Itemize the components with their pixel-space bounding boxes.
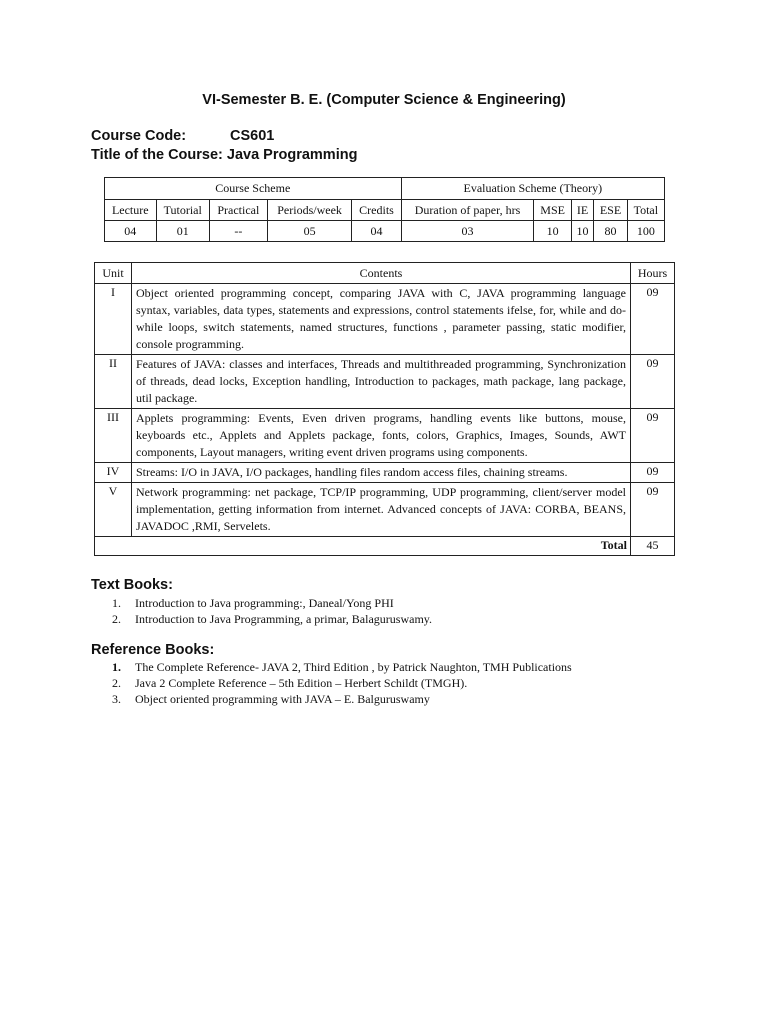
scheme-column-header: Practical: [209, 200, 267, 221]
list-item: [90, 659, 572, 675]
text-books-title: Text Books:: [91, 577, 173, 593]
course-title-label: Title of the Course:: [91, 147, 223, 163]
list-item: [90, 691, 572, 707]
hours-header: Hours: [631, 263, 675, 284]
list-item-text: Introduction to Java programming:, Daneal/Yong PHI: [135, 596, 394, 610]
unit-content: Object oriented programming concept, comparing JAVA with C, JAVA programming language syntax, variables, data types, statements and expressions, control statements ifelse, for, while and do-while loops, switch statements, named structures, functions , parameter passing, static modifier, console programming.: [132, 284, 631, 355]
scheme-column-header: MSE: [534, 200, 571, 221]
unit-content: Applets programming: Events, Even driven programs, handling events like buttons, mouse, keyboards etc., Applets and Applets package, fonts, colors, Graphics, Images, Sounds, AWT components, Layout managers, writing event driven programs using components.: [132, 409, 631, 463]
reference-books-title: Reference Books:: [91, 642, 215, 658]
scheme-column-header: Credits: [352, 200, 401, 221]
unit-content: Network programming: net package, TCP/IP programming, UDP programming, client/server model implementation, getting information from internet. Advanced concepts of JAVA: CORBA, BEANS, JAVADOC ,RMI, Servelets.: [132, 483, 631, 537]
unit-hours: 09: [631, 284, 675, 355]
list-item-number: 1.: [112, 596, 121, 610]
page-heading: VI-Semester B. E. (Computer Science & Engineering): [202, 92, 566, 108]
scheme-table: [104, 177, 665, 242]
course-code-value: CS601: [230, 128, 275, 144]
scheme-column-header: Duration of paper, hrs: [401, 200, 534, 221]
scheme-value-cell: 100: [627, 221, 664, 242]
scheme-column-header: ESE: [594, 200, 627, 221]
text-books-list: [90, 595, 432, 627]
table-row: [95, 355, 675, 409]
course-code-line: [91, 128, 275, 144]
list-item-text: The Complete Reference- JAVA 2, Third Edition , by Patrick Naughton, TMH Publications: [135, 660, 572, 674]
list-item-number: 2.: [112, 676, 121, 690]
scheme-columns-row: [105, 200, 665, 221]
unit-number: IV: [95, 463, 132, 483]
course-code-label: Course Code:: [91, 128, 187, 144]
list-item-text: Object oriented programming with JAVA – E. Balguruswamy: [135, 692, 430, 706]
unit-header: Unit: [95, 263, 132, 284]
scheme-values-row: [105, 221, 665, 242]
contents-table: [94, 262, 675, 556]
table-row: [95, 483, 675, 537]
list-item-number: 1.: [112, 660, 121, 674]
scheme-value-cell: 03: [401, 221, 534, 242]
list-item-text: Java 2 Complete Reference – 5th Edition – Herbert Schildt (TMGH).: [135, 676, 468, 690]
scheme-column-header: Lecture: [105, 200, 157, 221]
scheme-value-cell: 80: [594, 221, 627, 242]
course-scheme-header: Course Scheme: [105, 178, 402, 200]
scheme-value-cell: 10: [534, 221, 571, 242]
contents-header: Contents: [132, 263, 631, 284]
unit-hours: 09: [631, 463, 675, 483]
unit-hours: 09: [631, 483, 675, 537]
unit-content: Streams: I/O in JAVA, I/O packages, handling files random access files, chaining streams.: [132, 463, 631, 483]
scheme-value-cell: 04: [352, 221, 401, 242]
unit-number: I: [95, 284, 132, 355]
list-item: [90, 611, 432, 627]
total-hours: 45: [631, 537, 675, 556]
scheme-column-header: IE: [571, 200, 593, 221]
list-item-number: 2.: [112, 612, 121, 626]
scheme-value-cell: 04: [105, 221, 157, 242]
unit-number: V: [95, 483, 132, 537]
table-row: [95, 463, 675, 483]
scheme-value-cell: 10: [571, 221, 593, 242]
scheme-value-cell: --: [209, 221, 267, 242]
reference-books-list: [90, 659, 572, 707]
list-item: [90, 675, 572, 691]
list-item: [90, 595, 432, 611]
contents-header-row: [95, 263, 675, 284]
unit-number: II: [95, 355, 132, 409]
table-row: [95, 409, 675, 463]
total-row: [95, 537, 675, 556]
total-label: Total: [95, 537, 631, 556]
table-row: [95, 284, 675, 355]
course-title-value: Java Programming: [226, 147, 358, 163]
scheme-column-header: Periods/week: [267, 200, 352, 221]
list-item-number: 3.: [112, 692, 121, 706]
unit-number: III: [95, 409, 132, 463]
unit-hours: 09: [631, 409, 675, 463]
scheme-column-header: Tutorial: [156, 200, 209, 221]
evaluation-scheme-header: Evaluation Scheme (Theory): [401, 178, 664, 200]
list-item-text: Introduction to Java Programming, a primar, Balaguruswamy.: [135, 612, 433, 626]
scheme-group-header-row: [105, 178, 665, 200]
unit-content: Features of JAVA: classes and interfaces, Threads and multithreaded programming, Synchronization of threads, dead locks, Exception handling, Introduction to packages, math package, lang package, util package.: [132, 355, 631, 409]
scheme-value-cell: 05: [267, 221, 352, 242]
unit-hours: 09: [631, 355, 675, 409]
scheme-column-header: Total: [627, 200, 664, 221]
scheme-value-cell: 01: [156, 221, 209, 242]
course-title-line: [91, 147, 357, 163]
